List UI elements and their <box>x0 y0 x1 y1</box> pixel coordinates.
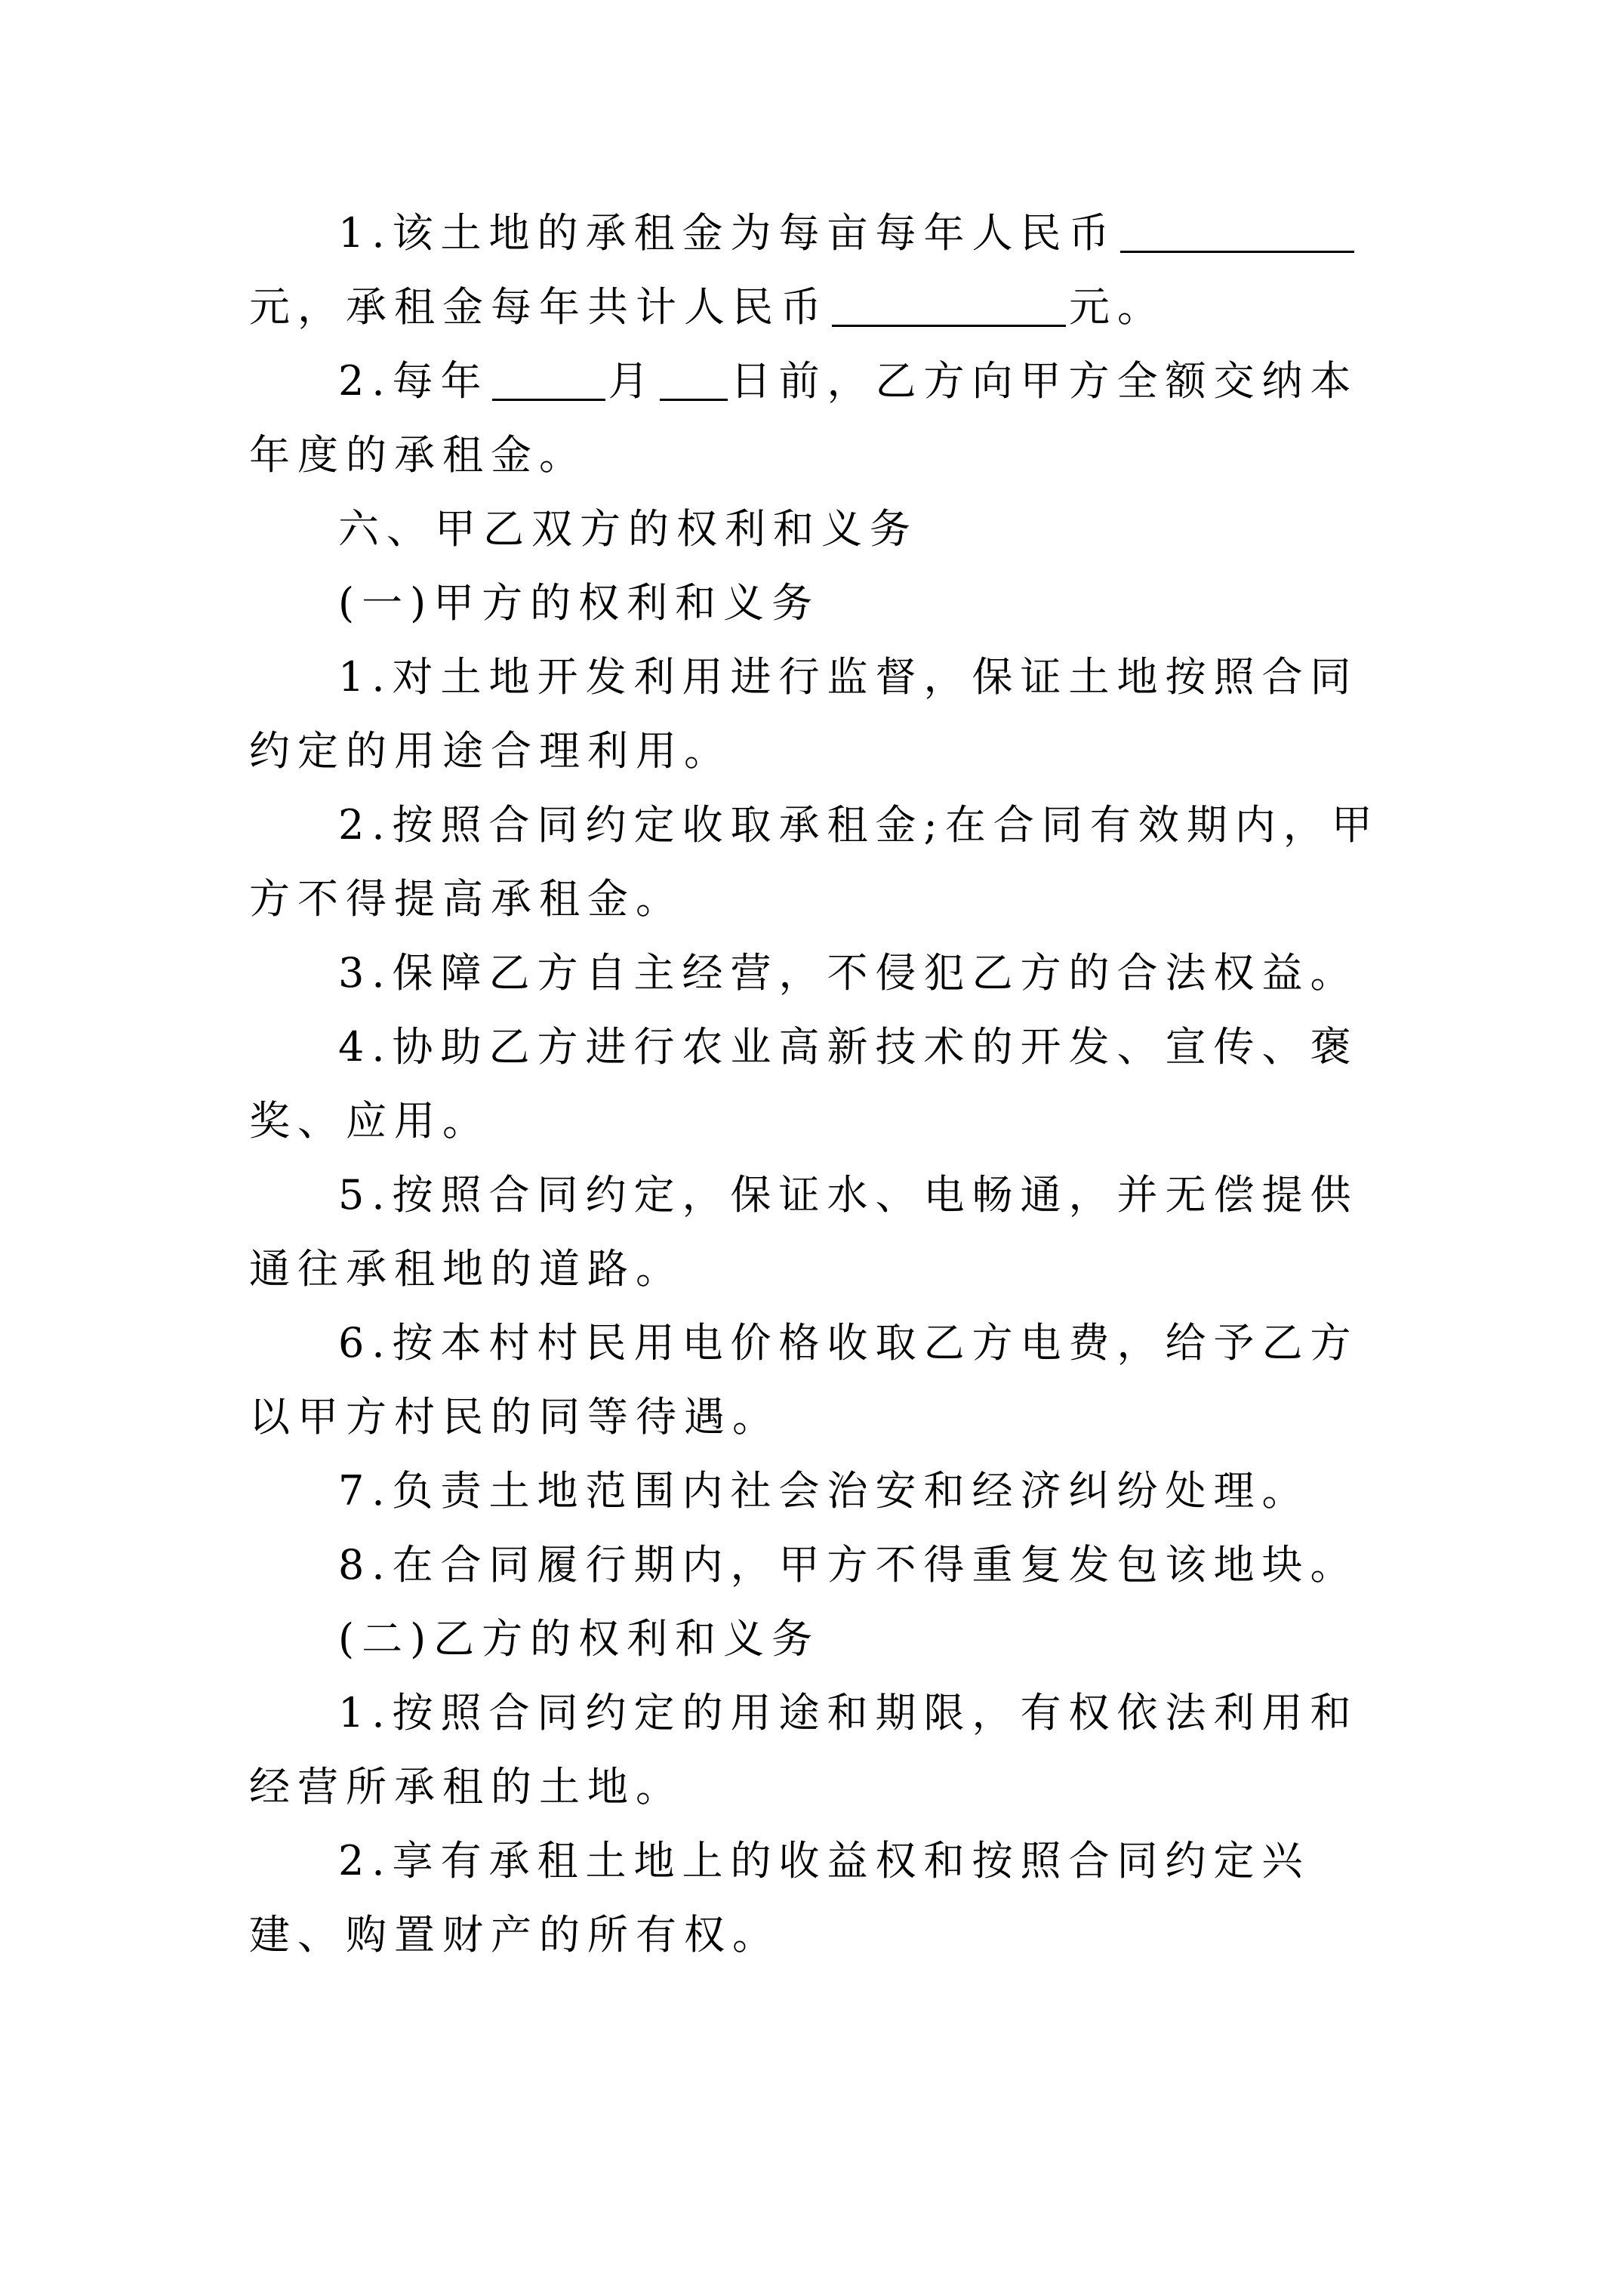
payment-day-blank[interactable] <box>660 358 728 401</box>
party-a-item: 7.负责土地范围内社会治安和经济纠纷处理。 <box>338 1467 1310 1515</box>
party-b-item: 2.享有承租土地上的收益权和按照合同约定兴建、购置财产的所有权。 <box>249 1837 1310 1959</box>
payment-date-text-1: 2.每年 <box>338 357 489 405</box>
party-a-item: 8.在合同履行期内，甲方不得重复发包该地块。 <box>338 1541 1359 1589</box>
party-a-item: 2.按照合同约定收取承租金;在合同有效期内，甲方不得提高承租金。 <box>249 801 1380 923</box>
rent-amount-text-3: 元。 <box>1069 283 1166 331</box>
payment-date-month-label: 月 <box>608 357 657 405</box>
party-b-item: 1.按照合同约定的用途和期限，有权依法利用和经营所承租的土地。 <box>249 1689 1359 1811</box>
payment-date-text-2: 日前，乙方向甲方全额交纳本年度的承租金。 <box>249 357 1359 479</box>
party-a-item: 1.对土地开发利用进行监督，保证土地按照合同约定的用途合理利用。 <box>249 653 1359 775</box>
rent-total-blank[interactable] <box>832 284 1066 327</box>
party-a-item: 5.按照合同约定，保证水、电畅通，并无偿提供通往承租地的道路。 <box>249 1171 1359 1293</box>
party-a-item: 4.协助乙方进行农业高新技术的开发、宣传、褒奖、应用。 <box>249 1023 1359 1145</box>
subsection-heading-party-b: (二)乙方的权利和义务 <box>338 1615 821 1663</box>
subsection-heading-party-a: (一)甲方的权利和义务 <box>338 579 821 627</box>
rent-amount-paragraph <box>249 196 1381 344</box>
document-body <box>249 196 1381 1972</box>
rent-per-mu-blank[interactable] <box>1120 210 1354 253</box>
payment-month-blank[interactable] <box>492 358 605 401</box>
party-a-item: 6.按本村村民用电价格收取乙方电费，给予乙方以甲方村民的同等待遇。 <box>249 1319 1359 1441</box>
rent-amount-text-1: 1.该土地的承租金为每亩每年人民币 <box>338 209 1117 257</box>
party-a-item: 3.保障乙方自主经营，不侵犯乙方的合法权益。 <box>338 949 1359 997</box>
payment-date-paragraph <box>249 344 1381 492</box>
section-heading-six: 六、甲乙双方的权利和义务 <box>338 505 918 553</box>
rent-amount-text-2: 元，承租金每年共计人民币 <box>249 283 829 331</box>
